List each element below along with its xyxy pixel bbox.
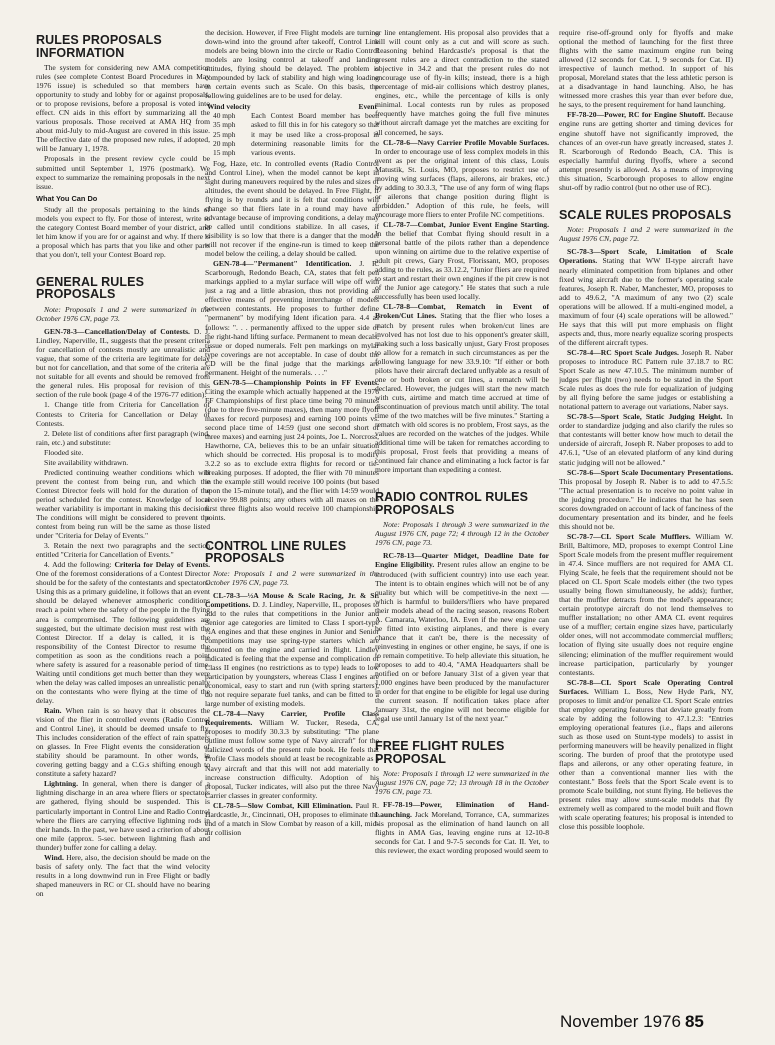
proposal-sc-78-3: [559, 247, 733, 347]
criteria-title: Rain.: [44, 706, 62, 715]
proposal-text: William W. Brill, Baltimore, MD, proposes to exempt Control Line Sport Scale models from the present muffler requirement in 47.4. Since mufflers are not required for AMA CL Flying Scale, he feels that the requirement should not be placed on CL Sport Scale models either (the two types usually being flown simultaneously, he adds); further, that the muffler detracts from the model's appearance; certain prototype aircraft do not lend themselves to muffler installation; no other AMA CL event requires use of a muffler; certain engine sizes have, particularly older ones, will not accommodate commercial mufflers; location of flying site usually does not require engine silencing; elimination of the muffler requirement would increase participation, particularly by younger contestants.: [559, 531, 733, 677]
lightning-criteria: [36, 779, 210, 851]
page-footer: [560, 1012, 704, 1032]
proposal-sc-78-7: [559, 532, 733, 677]
proposal-title: SC-78-5—Sport Scale, Static Judging Height.: [567, 412, 723, 422]
general-rules-heading: GENERAL RULES PROPOSALS: [36, 274, 145, 302]
what-you-can-do-heading: What You Can Do: [36, 193, 98, 203]
proposal-title: CL-78-7—Combat, Junior Event Engine Starting.: [383, 219, 549, 229]
proposal-text: Stating that the flier who loses a match by present rules when broken/cut lines are involved has not lost due to his opponent's greater skill, making such a loss basically unjust, Gary Frost proposes to allow for a rematch in such circumstances as per the following language for new 33.9.10: "If either or both pilots have their aircraft declared unflyable as a result of one or both broken or cut lines, a rematch will be declared. However, the judges will start the new match with cuts, airtime and match time accrued at time of discontinuation of previous match until ability. The total time of the two matches will be five minutes." Starting a rematch with old scores is no problem, Frost says, as the values are recorded on the watches of the judges. While additional time will be taken for rematches according to this proposal, Frost feels that providing a means of continued fair chance and eliminating a luck factor is far more important than expediting a contest.: [375, 311, 549, 475]
proposal-text: Because engine runs are getting shorter and timing devices for engine shutoff have not significantly improved, the chances of an over-run have greatly increased, states J. R. Scarborough of Redondo Beach, CA. This is especially harmful during flyoffs, where a second attempt presently is allowed. As a means of improving this situation, Scarborough proposes to allow engine shut-off by radio control (but no other use of RC).: [559, 110, 733, 192]
proposal-title: SC-78-8—CL Sport Scale Operating Control Surfaces.: [559, 677, 733, 696]
general-rules-note: Note: Proposals 1 and 2 were summarized in the October 1976 CN, page 73.: [36, 304, 210, 324]
proposal-title: CL-78-3—½A Mouse & Scale Racing, Jr. & Sr. Competitions.: [205, 590, 379, 609]
control-line-heading: CONTROL LINE RULES PROPOSALS: [205, 538, 347, 566]
rules-info-heading: RULES PROPOSALS INFORMATION: [36, 33, 162, 60]
proposal-title: SC-78-6—Sport Scale Documentary Presentations.: [567, 467, 733, 477]
proposal-title: FF-78-19—Power, Elimination of Hand-Launching.: [375, 800, 549, 819]
continued-text: or line entanglement. His proposal also provides that a kill will count only as a cut and will score as such. Reasoning behind Hardcastle's proposal is that the present rules are a direct contradiction to the stated objective in 34.2 and that the present rules do not encourage use of fly-in kills; instead, there is a high percentage of mid-air collisions which destroy planes, engines, etc., while the percentage of kills is only minimal. Local contests run by rules as proposed frequently have matches going the full five minutes without aircraft damage yet the matches are exciting for all concerned, he says.: [375, 28, 549, 137]
proposal-cl-78-7: [375, 220, 549, 301]
proposal-gen-78-5: [205, 378, 379, 523]
speed-cell: 15 mph: [213, 147, 236, 157]
table-body: [205, 111, 379, 156]
proposal-item: Site availability withdrawn.: [44, 457, 129, 467]
proposal-text: William W. Tucker, Reseda, CA, proposes to modify 30.3.3 by substituting: "The plane outline must follow some type of Navy aircraft" for the italicized words of the present rule book. He feels that Profile Class models should at least be recognizable as a Navy aircraft and that this will not add materially to increase construction difficulty. Adoption of his proposal, Tucker indicates, will also put the three Navy Carrier classes in greater conformity.: [205, 718, 379, 800]
criteria-text: In general, when there is danger of a lightning discharge in an area where fliers or spectators are gathered, flying should be suspended. This is particularly important in Control Line and Radio Control where the fliers are carrying effective lightning rods in their hands. In the past, we have used a criterion of about one mile (approx. 5-sec. between lightning flash and thunder) buffer zone for calling a delay.: [36, 779, 210, 852]
criteria-title: Wind.: [44, 852, 64, 862]
issue-date: November 1976: [560, 1012, 681, 1031]
table-header-cell: Wind velocity: [207, 102, 251, 112]
criteria-title: Lightning.: [44, 779, 78, 789]
speed-list: [205, 111, 251, 156]
proposal-text: William L. Boss, New Hyde Park, NY, proposes to limit and/or penalize CL Sport Scale entries that employ operating features that deviate greatly from scale by adding the following to 47.1.2.3: "Entries employing operational features (i.e., flaps and ailerons such as those used on Stunt-type models) to assist in performing maneuvers will be heavily penalized in flight scoring. The burden of proof that the prototype used flaps and ailerons, or any other operating feature, in other than a conventional manner lies with the contestant." Boss feels that the Sport Scale event is to promote Scale building, not stunt flying. He believes the present rules may allow stunt-scale models that fly extremely well as compared to the model built and flown with scale operating features; his proposal is intended to close this possible loophole.: [559, 686, 733, 832]
rules-info-paragraph: The system for considering new AMA competition rules (see complete Contest Board Procedures in May 1976 issue) is scheduled so that members have opportunity to study and lobby for or against proposals, or to propose revisions, before a proposal is voted into effect. CN aids in this effort by summarizing all the various proposals. Those received at AMA HQ from about mid-July to mid-August are covered in this issue. The effective date of the proposed new rules, if adopted, will be January 1, 1978.: [36, 63, 210, 154]
proposal-text: Stating that WW II-type aircraft have nearly eliminated competition from biplanes and other fixed wing aircraft due to the former's operating scale features, Joseph R. Naber, Manchester, MO, proposes to add to 49.6.2, "A maximum of any two (2) scale operations will be allowed. If a multi-engined model, a maximum of four (4) scale operations will be allowed." He says that this will put more emphasis on flight aspects and, thus, more nearly equalize scoring prospects of the different aircraft types.: [559, 256, 733, 347]
fog-criteria: Fog, Haze, etc. In controlled events (Radio Control and Control Line), when the model cannot be kept in sight during maneuvers required by the rules and sizes of altitudes, the event should be delayed. In Free Flight, if flying is by rounds and it is felt that conditions will change so that fliers late in a round may have an advantage because of improving conditions, a delay may be called until conditions stabilize. In all cases, if visibility is so low that there is a danger that the model will not recover if the engine-run is timed to keep the model below the ceiling, a delay should be called.: [205, 158, 379, 259]
column-3: [375, 28, 549, 988]
proposal-ff-78-19: [375, 800, 549, 854]
column-1: [36, 28, 210, 1006]
proposal-sc-78-5: [559, 412, 733, 466]
wind-velocity-table: [205, 102, 379, 156]
proposal-item: 2. Delete list of conditions after first paragraph (wind, rain, etc.) and substitute:: [36, 428, 210, 447]
continued-text: require rise-off-ground only for flyoffs and make optional the method of launching for the first three flights with the same maximum engine run being allowed (12 seconds for Cat. I, 9 seconds for Cat. II) irrespective of launch method. In support of his proposal, Moreland states that the less athletic person is at a disadvantage in hand launching. Also, he has witnessed more crashes this year than ever before due, he says, to the present requirement for hand launching.: [559, 28, 733, 110]
proposal-item: 1. Change title from Criteria for Cancellation of Contests to Criteria for Cancellation or Delay of Contests.: [36, 400, 210, 428]
proposal-title: RC-78-13—Quarter Midget, Deadline Date for Engine Eligibility.: [375, 551, 549, 570]
proposal-title: CL-78-8—Combat, Rematch in Event of Broken/Cut Lines.: [375, 302, 549, 321]
criteria-text: Here, also, the decision should be made on the basis of safety only. The fact that the wind velocity results in a long downwind run in Free Flight or badly shaped maneuvers in RC or CL should have no bearing on: [36, 852, 210, 898]
table-header: [205, 102, 379, 111]
proposal-cl-78-5: [205, 801, 379, 837]
proposal-item: 3. Retain the next two paragraphs and the section entitled "Criteria for Cancellation of Events.": [36, 541, 210, 560]
proposal-text: In the belief that Combat flying should result in a personal battle of the pilots rather than a dependence upon winning on airtime due to the relative expertise of adult pit crews, Gary Frost, Florissant, MO, proposes adding to the rules, as 33.12.2, "Junior fliers are required to start and restart their own engines if the pit crew is not of the Junior age category." He states that such a rule successfully has been used locally.: [375, 229, 549, 302]
proposal-text: In order to standardize judging and also clarify the rules so that contestants will better know how much to detail the underside of aircraft, Joseph R. Naber proposes to add to 47.6.1, "Use of an elevated platform of any kind during static judging will not be allowed.": [559, 412, 733, 467]
proposal-cl-78-4: [205, 709, 379, 799]
proposal-text: Citing the example which actually happened at the 1976 FF Championships of first place time being 70 minutes (due to three five-minute maxes), then many more flyoff maxes for record purposes) and earning 100 points vs. second place time of 14:59 (just one second short of three maxes) and earning just 24 points, Joe L. Norcross, Hawthorne, CA, believes this to be an unfair situation which should be corrected. His proposal is to modify 3.2.2 so as to exclude extra flights for record or tie-breaking purposes. If adopted, the flier with 70 minutes in the example still would receive 100 points (but based upon the 15-minute total), and the flier with 14:59 would receive 99.88 points; any others with all maxes on the first three flights also would receive 100 championship points.: [205, 386, 379, 523]
proposal-item-text: One of the foremost considerations of a Contest Director should be for the safety of the contestants and spectators. Using this as a primary guideline, it follows that an event should be delayed whenever atmospheric conditions reach a point where the safety of the people in the flying area is compromised. The following guidelines are suggested, but the ultimate decision must rest with the Contest Director. If a delay is called, it is the responsibility of the Contest Director to resume the competition as soon as the conditions reach a point where safety is assured for a reasonable period of time. Waiting until conditions get much better than they were when the delay was called imposes an unrealistic penalty on the contestants who were flying at the time of the delay.: [36, 569, 210, 705]
proposal-title: FF-78-20—Power, RC for Engine Shutoff.: [567, 110, 706, 120]
proposal-cl-78-3: [205, 591, 379, 709]
speed-cell: 25 mph: [213, 129, 236, 139]
proposal-title: GEN-78-3—Cancellation/Delay of Contests.: [44, 327, 190, 337]
column-4: [559, 28, 733, 1018]
proposal-cl-78-8: [375, 302, 549, 474]
proposal-cl-78-6: [375, 138, 549, 219]
speed-cell: 35 mph: [213, 120, 236, 130]
control-line-note: Note: Proposals 1 and 2 were summarized in the October 1976 CN, page 73.: [205, 568, 379, 587]
column-2: [205, 28, 379, 1006]
scale-rules-heading: SCALE RULES PROPOSALS: [559, 207, 732, 222]
proposal-item-title: Criteria for Delay of Events.: [114, 560, 210, 570]
criteria-text: When rain is so heavy that it obscures the vision of the flier in controlled events (Radio Control and Control Line), it should be deemed unsafe to fly. This includes consideration of the effect of rain spatters on glasses. In Free Flight events the consideration of stability should be paramount. In other words, in covering getting baggy and a C.G.s shifting enough to constitute a safety hazard?: [36, 706, 210, 779]
scale-rules-note: Note: Proposals 1 and 2 were summarized in the August 1976 CN, page 72.: [559, 225, 733, 244]
radio-control-note: Note: Proposals 1 through 3 were summarized in the August 1976 CN, page 72; 4 through 12 in the October 1976 CN, page 73.: [375, 520, 549, 548]
proposal-gen-78-4: [205, 259, 379, 377]
continued-text: the decision. However, if Free Flight models are turning down-wind into the ground after takeoff, Control Line models are being blown into the circle or Radio Control models are losing control at takeoff and landing attitudes, flying should be delayed. The problem is compounded by lack of stability and high wing loading in certain events such as Scale. On this basis, the following guidelines are to be used for delay.: [205, 28, 379, 101]
proposal-text: J. R. Scarborough, Redondo Beach, CA, states that felt pen markings applied to a mylar surface will wipe off with just a rag and a little abrasion, thus not providing an effective means of preventing interchange of models between contestants. He proposes to further define "permanent" by modifying Ident ification para. 4.4 as follows: ". . . permanently affixed to the upper side of the right-hand lifting surface. Permanent to mean decals, tissue or doped numerals. Felt pen markings on mylar type coverings are not acceptable. In case of doubt the CD will be the final judge that the markings are permanent. Height of the numerals. . . .": [205, 259, 379, 377]
speed-cell: 40 mph: [213, 111, 236, 121]
proposal-title: CL-78-5—Slow Combat, Kill Elimination.: [213, 800, 353, 810]
proposal-sc-78-6: [559, 468, 733, 531]
proposal-item-lead: 4. Add the following:: [44, 560, 112, 570]
proposal-sc-78-4: [559, 348, 733, 411]
proposal-text: Paul R. Hardcastle, Jr., Cincinnati, OH, proposes to eliminate the end of a match in Slow Combat by reason of a kill, mid-air collision: [205, 800, 379, 837]
wind-criteria: [36, 853, 210, 898]
proposal-ff-78-20: [559, 110, 733, 191]
proposal-sc-78-8: [559, 678, 733, 832]
proposal-text: Present rules allow an engine to be introduced (with sufficient country) into use each year. The intent is to obtain engines which will not be of any quality but which will be competitive-in the next — which is harmful to builders/fliers who have prepared their models ahead of the racing season, reasons Robert A. Camarata, Waterloo, IA. Even if the new engine can be fitted into existing airplanes, and there is every chance that it can't be, there is the necessity of reinvesting in engines or other engine, he says, if one is to remain competitive. To help alleviate this situation, he proposes to add to 40.4, "AMA Headquarters shall be notified on or before January 31st of a given year that 1,000 engines have been produced by the manufacturer in order for that engine to be eligible for legal use during the current season. If notification takes place after January 31st, the engine will not become eligible for legal use until January 1st of the next year.": [375, 560, 549, 724]
proposal-title: GEN-78-5—Championship Points in FF Events.: [213, 377, 379, 387]
proposal-item: Predicted continuing weather conditions which will prevent the contest from being run, and which the Contest Director feels will hold for the duration of the period scheduled for the contest. Knowledge of local weather variability is important in making this decision. The conditions will might be considered to prevent the contest from being run will be the same as those listed under "Criteria for Delay of Events.": [36, 467, 210, 541]
speed-cell: 20 mph: [213, 138, 236, 148]
proposal-text: Jack Moreland, Torrance, CA, summarizes his proposal as the elimination of hand launch on all flights in AMA Gas, leaving engine runs at 12-10-8 seconds for Cat. I and 9-7-5 seconds for Cat. II. Yet, to this reviewer, the exact wording proposed would seem to: [375, 809, 549, 855]
radio-control-heading: RADIO CONTROL RULES PROPOSALS: [375, 490, 529, 517]
what-you-can-do-text: Study all the proposals pertaining to the kinds of models you expect to fly. For those of interest, write to the category Contest Board member of your district, and let him know if you are for or against and why. If there is a proposal which has parts that you like and other parts that you don't, tell your Contest Board rep.: [36, 204, 210, 259]
proposal-item: Flooded site.: [44, 447, 84, 457]
proposal-rc-78-13: [375, 551, 549, 723]
proposal-title: SC-78-3—Sport Scale, Limitation of Scale Operations.: [559, 247, 733, 266]
proposal-text: This proposal by Joseph R. Naber is to add to 47.5.5: "The actual presentation is to receive no point value in the judging procedure." He indicates that he has seen scores downgraded on account of lack of fanciness of the documentary presentation and its binder, and he feels this should not be.: [559, 476, 733, 531]
proposal-title: CL-78-4—Navy Carrier, Profile Class Requirements.: [205, 709, 379, 728]
rain-criteria: [36, 706, 210, 778]
proposal-text: Joseph R. Naber proposes to introduce RC Pattern rule 37.18.7 to RC Sport Scale as new 47.10.5. The minimum number of judges per flight (two) needs to be stated in the Sport Scale rules as does the rule for equalization of judging by all flying before the same judges or establishing a notational pattern to average out variations, Naber says.: [559, 347, 733, 412]
free-flight-note: Note: Proposals 1 through 12 were summarized in the August 1976 CN, page 72; 13 through 18 in the October 1976 CN, page 73.: [375, 769, 549, 797]
proposal-title: SC-78-7—CL Sport Scale Mufflers.: [567, 531, 691, 541]
proposal-title: CL-78-6—Navy Carrier Profile Movable Surfaces.: [383, 137, 549, 147]
rules-info-paragraph: Proposals in the present review cycle could be submitted until September 1, 1976 (postmark). We expect to summarize the remaining proposals in the next issue.: [36, 154, 210, 191]
proposal-title: SC-78-4—RC Sport Scale Judges.: [567, 347, 679, 357]
proposal-gen-78-3: [36, 327, 210, 399]
proposal-title: GEN-78-4—"Permanent" Identification.: [213, 259, 352, 269]
free-flight-heading: FREE FLIGHT RULES PROPOSAL: [375, 739, 505, 766]
proposal-text: D. J. Lindley, Naperville, IL, proposes to add to the rules that competitions in the Junior and Senior age categories are limited to Class I sport-type ½A engines and that these engines in Junior and Senior competitions may use spring-type starters which are mounted on the engine and carried in flight. Lindley indicated is feeling that the expense and complication of Class II engines (no restrictions as to type) leads to low participation by youngsters, whereas Class I engines are economical, easy to start and run (with spring starters), do not require separate fuel tanks, and can be fitted to a large number of existing models.: [205, 599, 379, 709]
proposal-text: D. J. Lindley, Naperville, IL, suggests that the present criteria for cancellation of contests mostly are unrealistic and vague, that some of the criteria are legitimate for delay but not for cancellation, and that some of the criteria are not suitable for all events and should be removed from the general rules. His proposal for revision of this section of the rule book (page 4 of the 1976-77 edition):: [36, 327, 210, 400]
proposal-text: In order to encourage use of less complex models in this event as per the original intent of this class, Louis Matustik, St. Louis, MO, proposes to restrict use of moving wing surfaces (flaps, ailerons, air brakes, etc.) by adding to 30.3.3, "The use of any form of wing flaps or ailerons that change position during flight is forbidden." Adoption of this rule, he feels, will encourage more fliers to enter Profile NC competitions.: [375, 146, 549, 219]
page-number: 85: [684, 1012, 704, 1031]
table-description: Each Contest Board member has been asked to fill this in for his category so that it may be used like a cross-proposal in determining reasonable limits for the various events.: [251, 111, 379, 157]
table-header-cell: Event: [358, 102, 377, 112]
proposal-item: [36, 560, 210, 705]
